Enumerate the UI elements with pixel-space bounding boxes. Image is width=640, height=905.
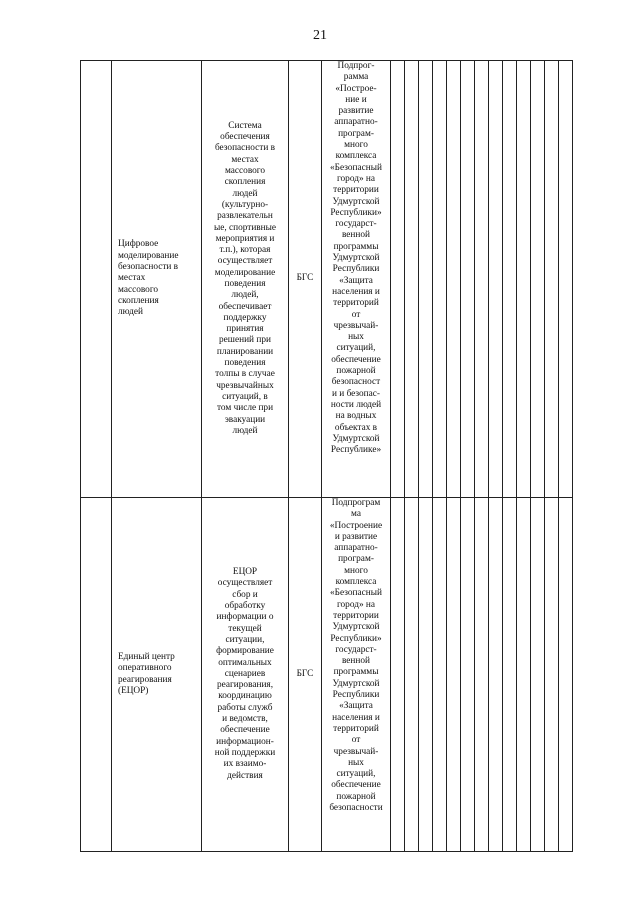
empty-cell <box>531 498 545 852</box>
empty-cell <box>433 498 447 852</box>
empty-cell <box>489 498 503 852</box>
empty-cell <box>419 61 433 498</box>
empty-cell <box>545 61 559 498</box>
empty-cell <box>391 498 405 852</box>
system-description-cell <box>202 61 289 498</box>
empty-cell <box>475 498 489 852</box>
system-description: ЕЦОР осуществляет сбор и обработку информации о текущей ситуации, формирование оптимальных сценариев реагирования, координацию работы служб и ведомств, обеспечение информацион- ной поддержки их взаимо- действия <box>214 567 276 781</box>
system-description: Система обеспечения безопасности в местах массового скопления людей (культурно- развлекательн ые, спортивные мероприятия и т.п.), которая осуществляет моделирование поведения людей, обеспечивает поддержку принятия решений при планировании поведения толпы в случае чрезвычайных ситуаций, в том числе при эвакуации людей <box>213 120 277 436</box>
system-name: Единый центр оперативного реагирования (ЕЦОР) <box>118 651 175 696</box>
program-text: Подпрограм ма «Построение и развитие аппаратно- програм- много комплекса «Безопасный город» на территории Удмуртской Республики» государст- венной программы Удмуртской Республики «Защита населения и территорий от чрезвычай- ных ситуаций, обеспечение пожарной безопасности <box>329 498 383 814</box>
table-row <box>81 498 573 852</box>
empty-cell <box>489 61 503 498</box>
program-cell <box>322 498 391 852</box>
code-cell <box>289 61 322 498</box>
system-name: Цифровое моделирование безопасности в местах массового скопления людей <box>118 239 179 318</box>
empty-cell <box>517 498 531 852</box>
empty-cell <box>405 61 419 498</box>
empty-cell <box>531 61 545 498</box>
system-code: БГС <box>296 668 314 679</box>
empty-cell <box>447 498 461 852</box>
program-cell <box>322 61 391 498</box>
program-text: Подпрог- рамма «Построе- ние и развитие аппаратно- програм- много комплекса «Безопасный город» на территории Удмуртской Республики» государст- венной программы Удмуртской Республики «Защита населения и территорий от чрезвычай- ных ситуаций, обеспечение пожарной безопасност и и безопас- ности людей на водных объектах в Удмуртской Республике» <box>330 61 382 456</box>
blank-cell <box>81 498 112 852</box>
empty-cell <box>391 61 405 498</box>
empty-cell <box>433 61 447 498</box>
empty-cell <box>517 61 531 498</box>
empty-cell <box>545 498 559 852</box>
system-name-cell <box>112 61 202 498</box>
empty-cell <box>503 498 517 852</box>
empty-cell <box>405 498 419 852</box>
empty-cell <box>559 61 573 498</box>
page-number: 21 <box>313 28 327 43</box>
system-description-cell <box>202 498 289 852</box>
empty-cell <box>559 498 573 852</box>
table-row <box>81 61 573 498</box>
empty-cell <box>461 61 475 498</box>
empty-cell <box>503 61 517 498</box>
empty-cell <box>419 498 433 852</box>
system-name-cell <box>112 498 202 852</box>
program-table <box>80 60 573 852</box>
blank-cell <box>81 61 112 498</box>
empty-cell <box>447 61 461 498</box>
system-code: БГС <box>296 273 314 284</box>
empty-cell <box>475 61 489 498</box>
code-cell <box>289 498 322 852</box>
empty-cell <box>461 498 475 852</box>
